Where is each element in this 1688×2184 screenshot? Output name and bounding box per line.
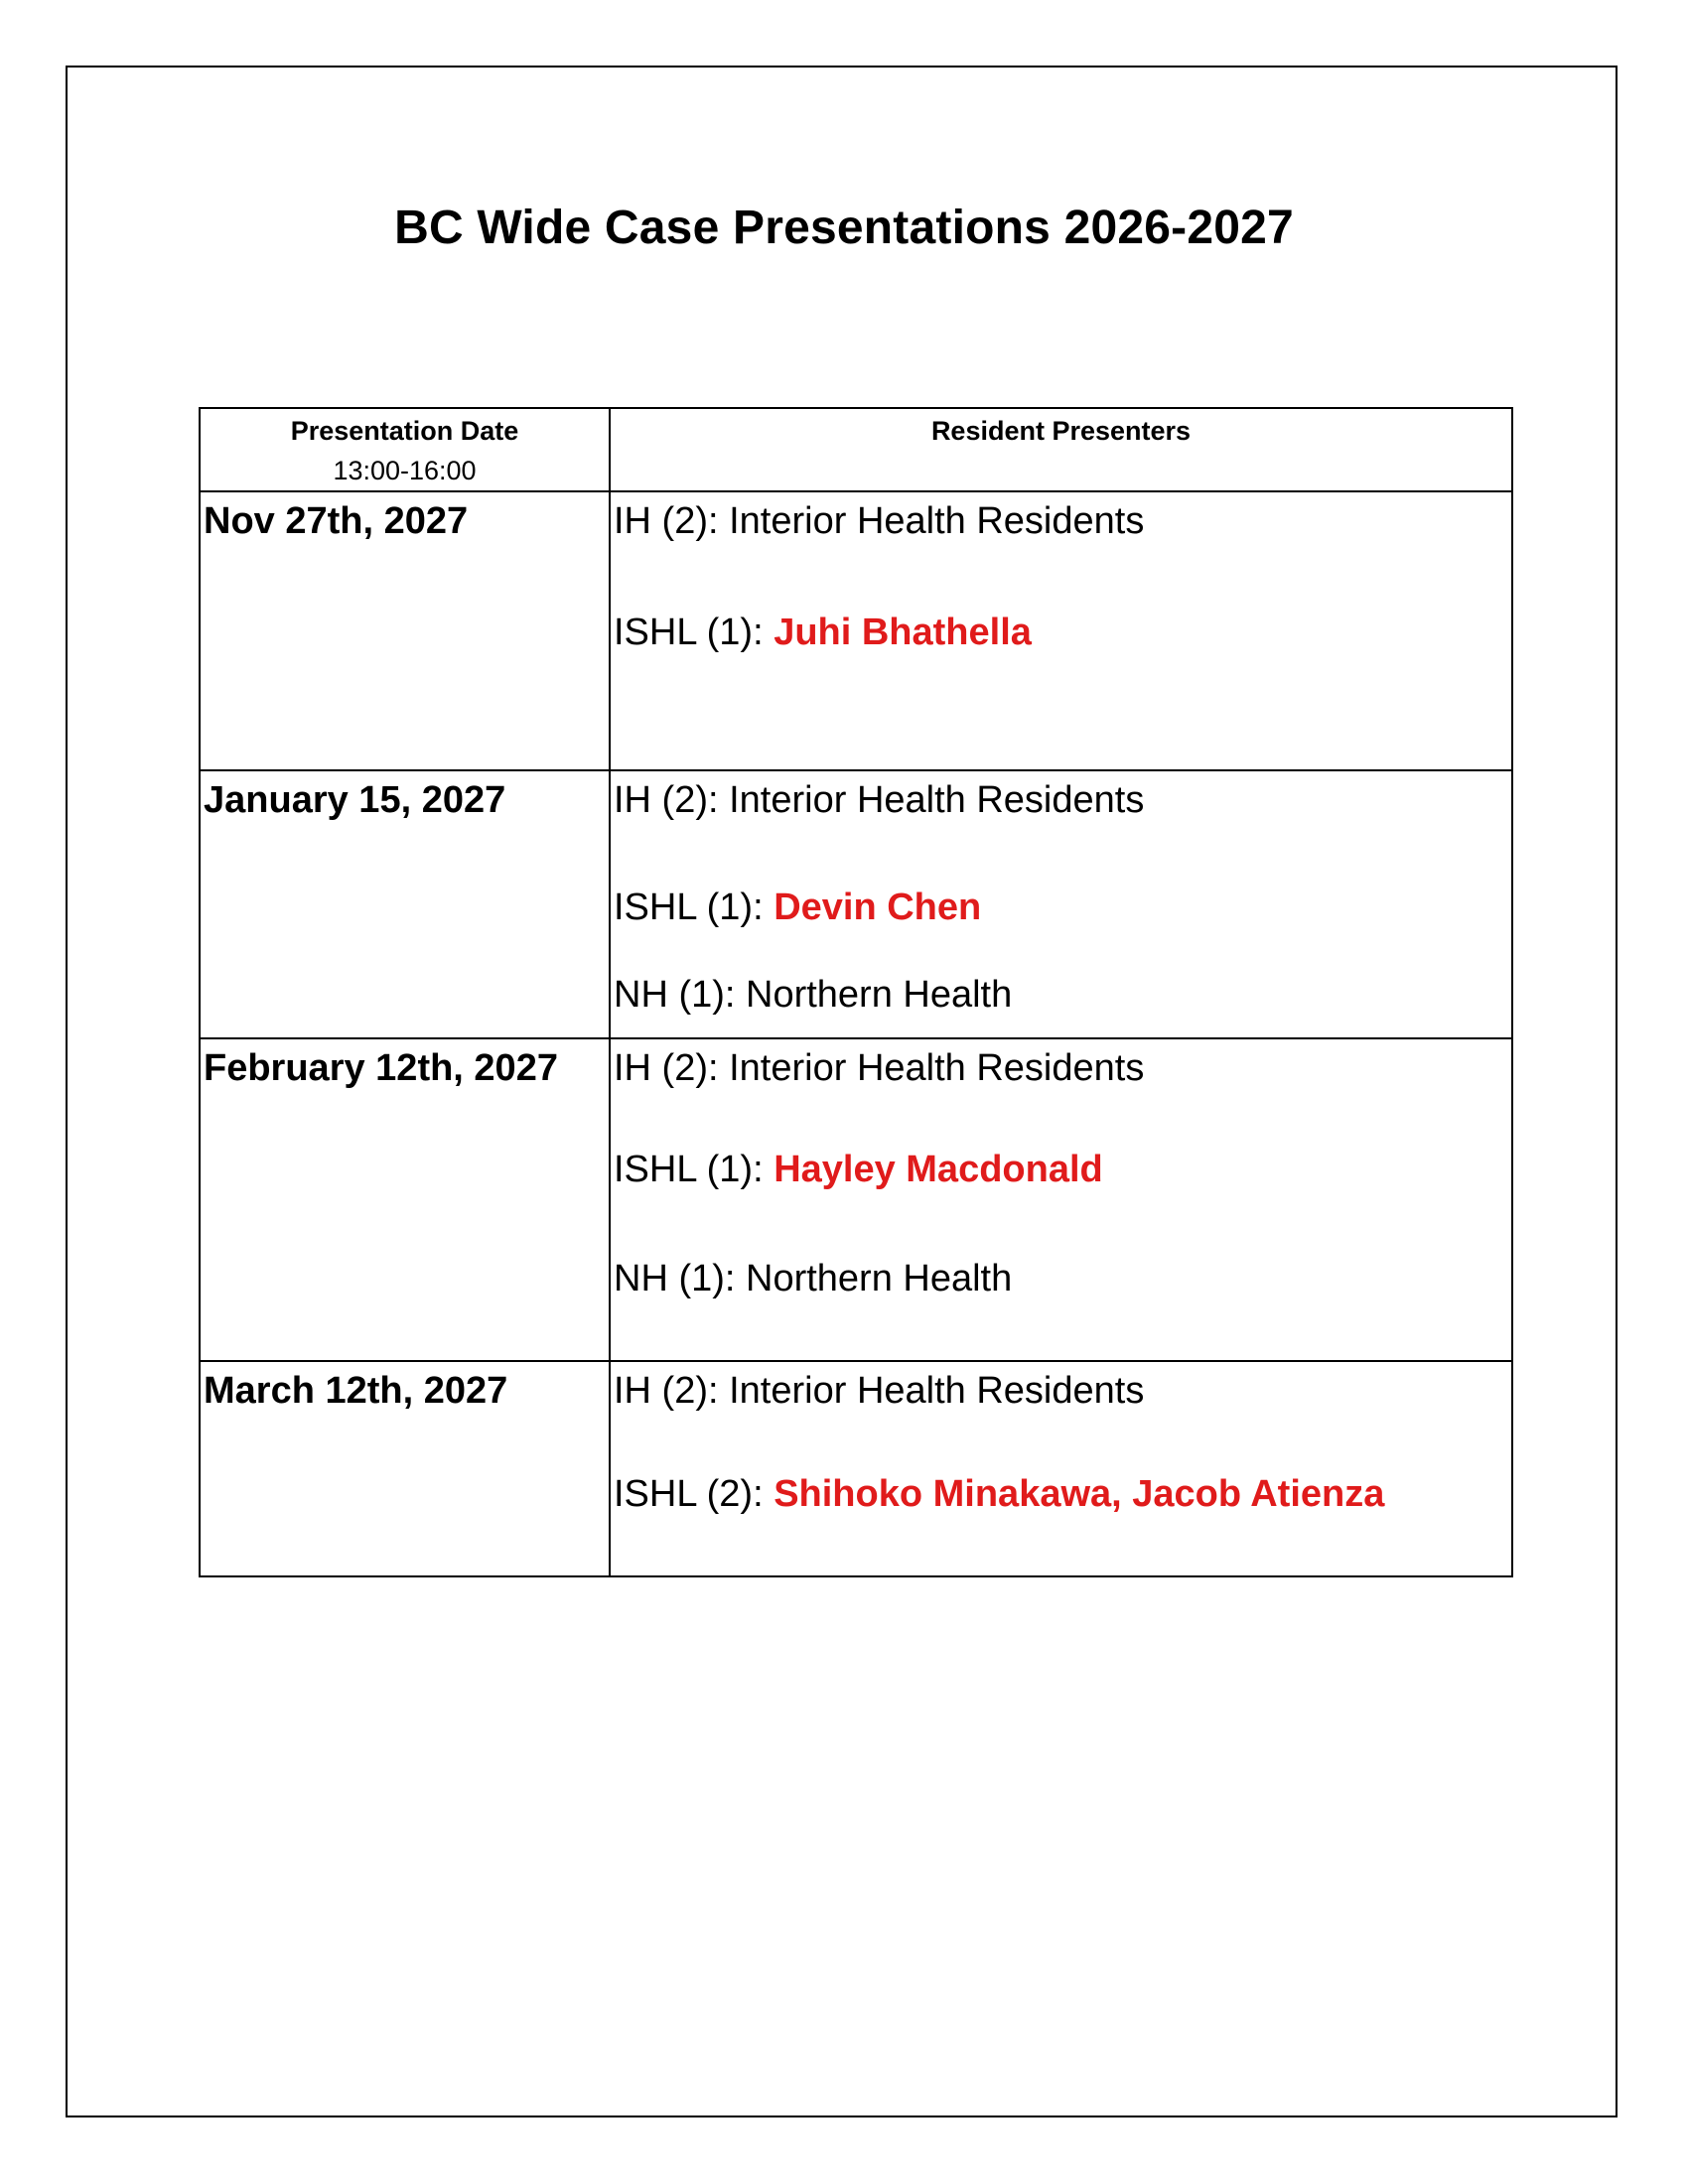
presenter-group: ISHL (1):: [614, 887, 774, 928]
presenter-group: IH (2): Interior Health Residents: [614, 500, 1145, 542]
header-presenters-label: Resident Presenters: [930, 416, 1192, 446]
presenter-group: ISHL (1):: [614, 612, 774, 653]
presenter-line: [614, 972, 1508, 1018]
presentation-date: Nov 27th, 2027: [200, 491, 610, 770]
presenter-line: [614, 1471, 1508, 1517]
presenter-group: ISHL (1):: [614, 1149, 774, 1190]
table-row: [200, 1361, 1512, 1576]
presenter-line: [614, 1368, 1508, 1414]
header-date-label: Presentation Date: [290, 416, 519, 446]
header-presentation-date: [200, 408, 610, 491]
presenter-names: Hayley Macdonald: [774, 1149, 1103, 1190]
presenter-line: [614, 610, 1508, 655]
page-title: BC Wide Case Presentations 2026-2027: [394, 202, 1294, 254]
presenters-cell: [610, 491, 1512, 770]
presenter-line: [614, 1147, 1508, 1192]
presenter-line: [614, 777, 1508, 823]
presenter-line: [614, 885, 1508, 930]
presenter-group: IH (2): Interior Health Residents: [614, 1370, 1145, 1412]
presenters-cell: [610, 770, 1512, 1038]
presentation-date: February 12th, 2027: [200, 1038, 610, 1361]
presenter-names: Shihoko Minakawa, Jacob Atienza: [774, 1473, 1385, 1515]
table-row: [200, 770, 1512, 1038]
presenter-line: [614, 1256, 1508, 1301]
presentation-date: January 15, 2027: [200, 770, 610, 1038]
header-date-time: 13:00-16:00: [333, 456, 477, 485]
presentation-date: March 12th, 2027: [200, 1361, 610, 1576]
presenter-group: IH (2): Interior Health Residents: [614, 1047, 1145, 1089]
presenter-group: NH (1): Northern Health: [614, 974, 1013, 1016]
presenter-names: Devin Chen: [774, 887, 982, 928]
presenter-names: Juhi Bhathella: [774, 612, 1032, 653]
presenters-cell: [610, 1361, 1512, 1576]
table-row: [200, 1038, 1512, 1361]
presenter-group: NH (1): Northern Health: [614, 1258, 1013, 1299]
presenters-cell: [610, 1038, 1512, 1361]
presenter-line: [614, 1045, 1508, 1091]
presenter-line: [614, 498, 1508, 544]
table-header-row: [200, 408, 1512, 491]
presenter-group: IH (2): Interior Health Residents: [614, 779, 1145, 821]
presentation-schedule-table: [199, 407, 1513, 1577]
table-row: [200, 491, 1512, 770]
header-resident-presenters: [610, 408, 1512, 491]
presenter-group: ISHL (2):: [614, 1473, 774, 1515]
